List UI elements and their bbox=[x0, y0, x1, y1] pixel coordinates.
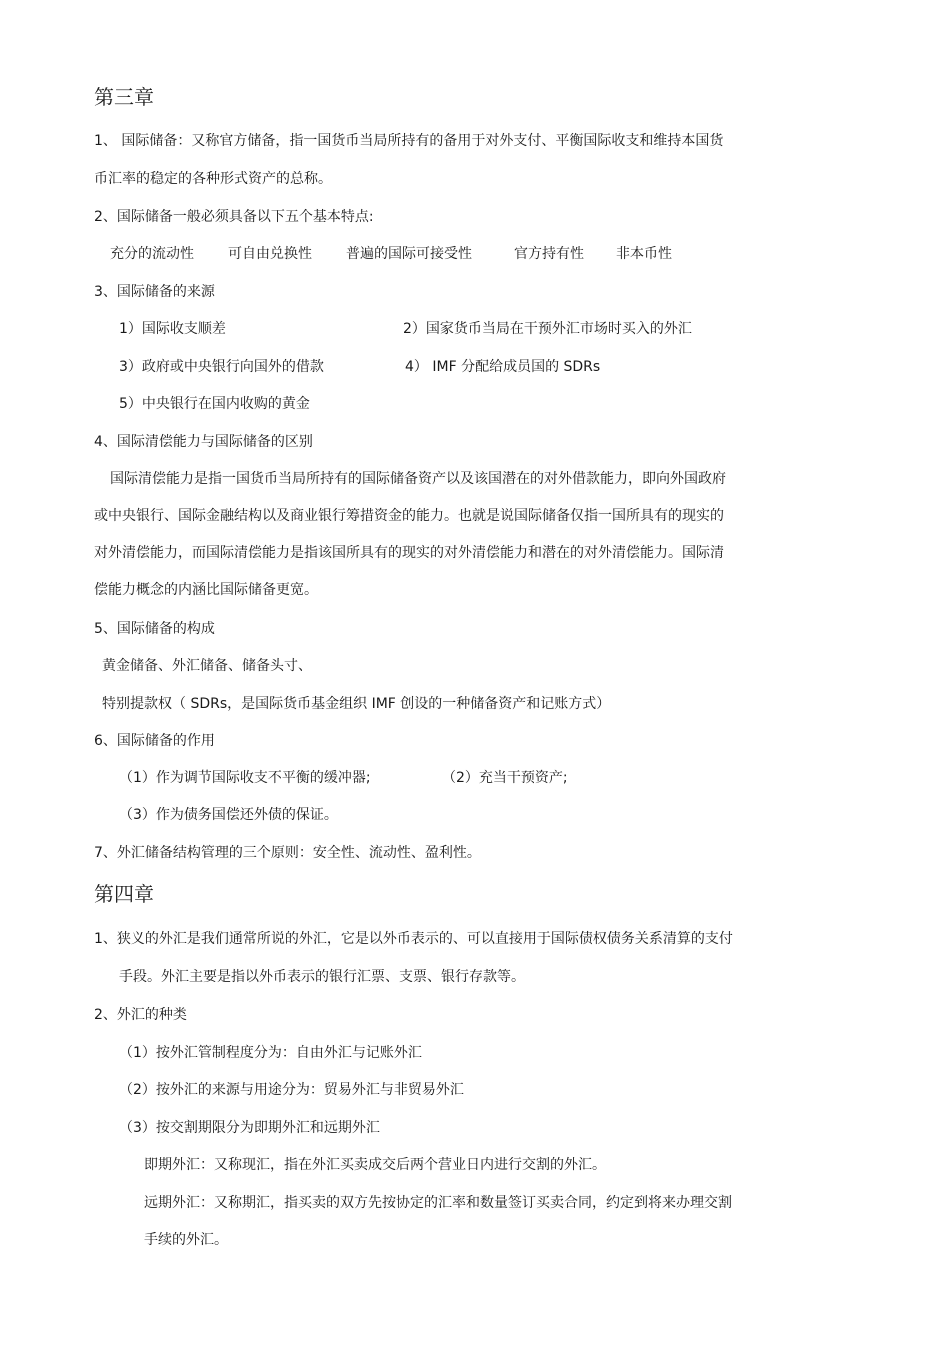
fx-forward-line2: 手续的外汇。 bbox=[144, 1232, 228, 1248]
feature-nondomestic: 非本币性 bbox=[616, 246, 672, 262]
ch3-item7: 7、外汇储备结构管理的三个原则：安全性、流动性、盈利性。 bbox=[94, 845, 481, 861]
fx-type-1: （1）按外汇管制程度分为：自由外汇与记账外汇 bbox=[119, 1045, 422, 1061]
source-4: 4） IMF 分配给成员国的 SDRs bbox=[405, 359, 601, 375]
feature-liquidity: 充分的流动性 bbox=[110, 246, 194, 262]
fx-spot: 即期外汇：又称现汇，指在外汇买卖成交后两个营业日内进行交割的外汇。 bbox=[144, 1157, 606, 1173]
chapter-3-title: 第三章 bbox=[94, 85, 154, 109]
ch3-item4-heading: 4、国际清偿能力与国际储备的区别 bbox=[94, 434, 313, 450]
ch3-item5-line1: 黄金储备、外汇储备、储备头寸、 bbox=[102, 658, 312, 674]
feature-convertibility: 可自由兑换性 bbox=[228, 246, 312, 262]
fx-forward-line1: 远期外汇：又称期汇，指买卖的双方先按协定的汇率和数量签订买卖合同，约定到将来办理交割 bbox=[144, 1195, 732, 1211]
ch4-item2-heading: 2、外汇的种类 bbox=[94, 1007, 187, 1023]
source-5: 5）中央银行在国内收购的黄金 bbox=[119, 396, 310, 412]
ch3-item3-heading: 3、国际储备的来源 bbox=[94, 284, 215, 300]
ch3-item4-line4: 偿能力概念的内涵比国际储备更宽。 bbox=[94, 582, 318, 598]
fx-type-3: （3）按交割期限分为即期外汇和远期外汇 bbox=[119, 1120, 380, 1136]
feature-acceptability: 普遍的国际可接受性 bbox=[346, 246, 472, 262]
source-2: 2）国家货币当局在干预外汇市场时买入的外汇 bbox=[403, 321, 692, 337]
ch3-item1-line1: 1、 国际储备：又称官方储备，指一国货币当局所持有的备用于对外支付、平衡国际收支和维持本国货 bbox=[94, 133, 724, 149]
ch3-item2-heading: 2、国际储备一般必须具备以下五个基本特点: bbox=[94, 209, 374, 225]
ch3-item4-line2: 或中央银行、国际金融结构以及商业银行筹措资金的能力。也就是说国际储备仅指一国所具有的现实的 bbox=[94, 508, 724, 524]
ch3-item6-heading: 6、国际储备的作用 bbox=[94, 733, 215, 749]
ch3-item4-line3: 对外清偿能力，而国际清偿能力是指该国所具有的现实的对外清偿能力和潜在的对外清偿能力。国际清 bbox=[94, 545, 724, 561]
role-2: （2）充当干预资产; bbox=[442, 770, 568, 786]
ch3-item1-line2: 币汇率的稳定的各种形式资产的总称。 bbox=[94, 171, 332, 187]
ch3-item4-line1: 国际清偿能力是指一国货币当局所持有的国际储备资产以及该国潜在的对外借款能力，即向外国政府 bbox=[110, 471, 726, 487]
ch4-item1-line1: 1、狭义的外汇是我们通常所说的外汇，它是以外币表示的、可以直接用于国际债权债务关系清算的支付 bbox=[94, 931, 733, 947]
ch3-item5-heading: 5、国际储备的构成 bbox=[94, 621, 215, 637]
ch4-item1-line2: 手段。外汇主要是指以外币表示的银行汇票、支票、银行存款等。 bbox=[119, 969, 525, 985]
feature-official: 官方持有性 bbox=[514, 246, 584, 262]
fx-type-2: （2）按外汇的来源与用途分为：贸易外汇与非贸易外汇 bbox=[119, 1082, 464, 1098]
role-3: （3）作为债务国偿还外债的保证。 bbox=[119, 807, 338, 823]
chapter-4-title: 第四章 bbox=[94, 882, 154, 906]
source-1: 1）国际收支顺差 bbox=[119, 321, 226, 337]
source-3: 3）政府或中央银行向国外的借款 bbox=[119, 359, 324, 375]
role-1: （1）作为调节国际收支不平衡的缓冲器; bbox=[119, 770, 371, 786]
ch3-item5-line2: 特别提款权（ SDRs，是国际货币基金组织 IMF 创设的一种储备资产和记账方式） bbox=[102, 696, 611, 712]
